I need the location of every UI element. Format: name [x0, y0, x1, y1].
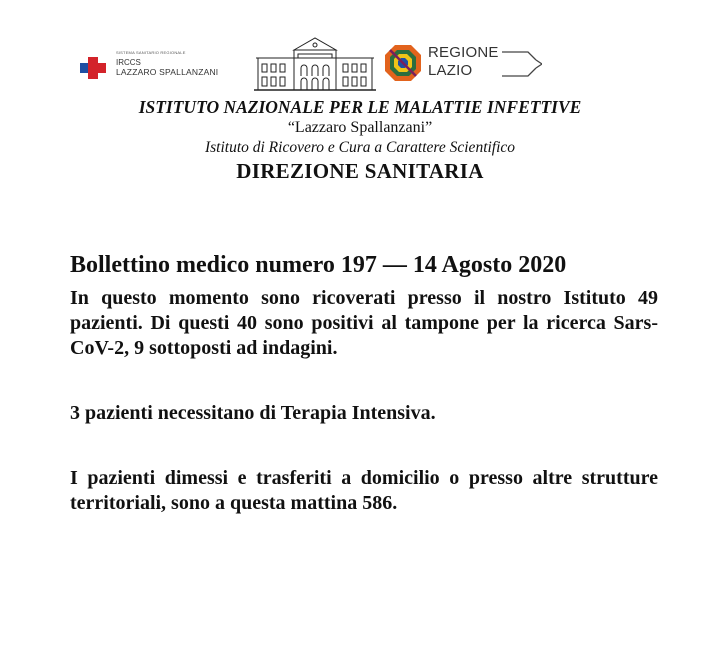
building-icon: [254, 32, 376, 92]
red-cross-icon: [80, 57, 106, 79]
institute-subtitle: “Lazzaro Spallanzani”: [287, 119, 433, 136]
institute-description: Istituto di Ricovero e Cura a Carattere Scientifico: [204, 139, 516, 156]
regione-lazio-logo: [384, 42, 544, 86]
irccs-label: IRCCS: [116, 58, 141, 67]
bulletin-title: Bollettino medico numero 197 — 14 Agosto 2020: [70, 252, 567, 278]
institute-name: ISTITUTO NAZIONALE PER LE MALATTIE INFETTIVE: [138, 97, 582, 117]
bulletin-paragraph-1: In questo momento sono ricoverati presso il nostro Istituto 49 pazienti. Di questi 40 sono positivi al tampone per la ricerca Sars-CoV-2, 9 sottoposti ad indagini.: [70, 287, 658, 359]
regione-lazio-mark-icon: [384, 44, 422, 82]
region-label: REGIONE: [428, 44, 499, 61]
bulletin-paragraph-3: I pazienti dimessi e trasferiti a domicilio o presso altre strutture territoriali, sono a questa mattina 586.: [70, 467, 658, 514]
bulletin-paragraph-2: 3 pazienti necessitano di Terapia Intensiva.: [70, 402, 436, 424]
header-logos: [0, 28, 720, 94]
bulletin-content: [70, 250, 658, 516]
department-title: DIREZIONE SANITARIA: [236, 159, 484, 183]
region-name: LAZIO: [428, 62, 473, 79]
region-lines-icon: [502, 46, 542, 82]
irccs-tagline: SISTEMA SANITARIO REGIONALE: [116, 50, 186, 55]
irccs-name: LAZZARO SPALLANZANI: [116, 67, 219, 77]
irccs-logo: [80, 50, 250, 80]
institute-header: [0, 96, 720, 184]
